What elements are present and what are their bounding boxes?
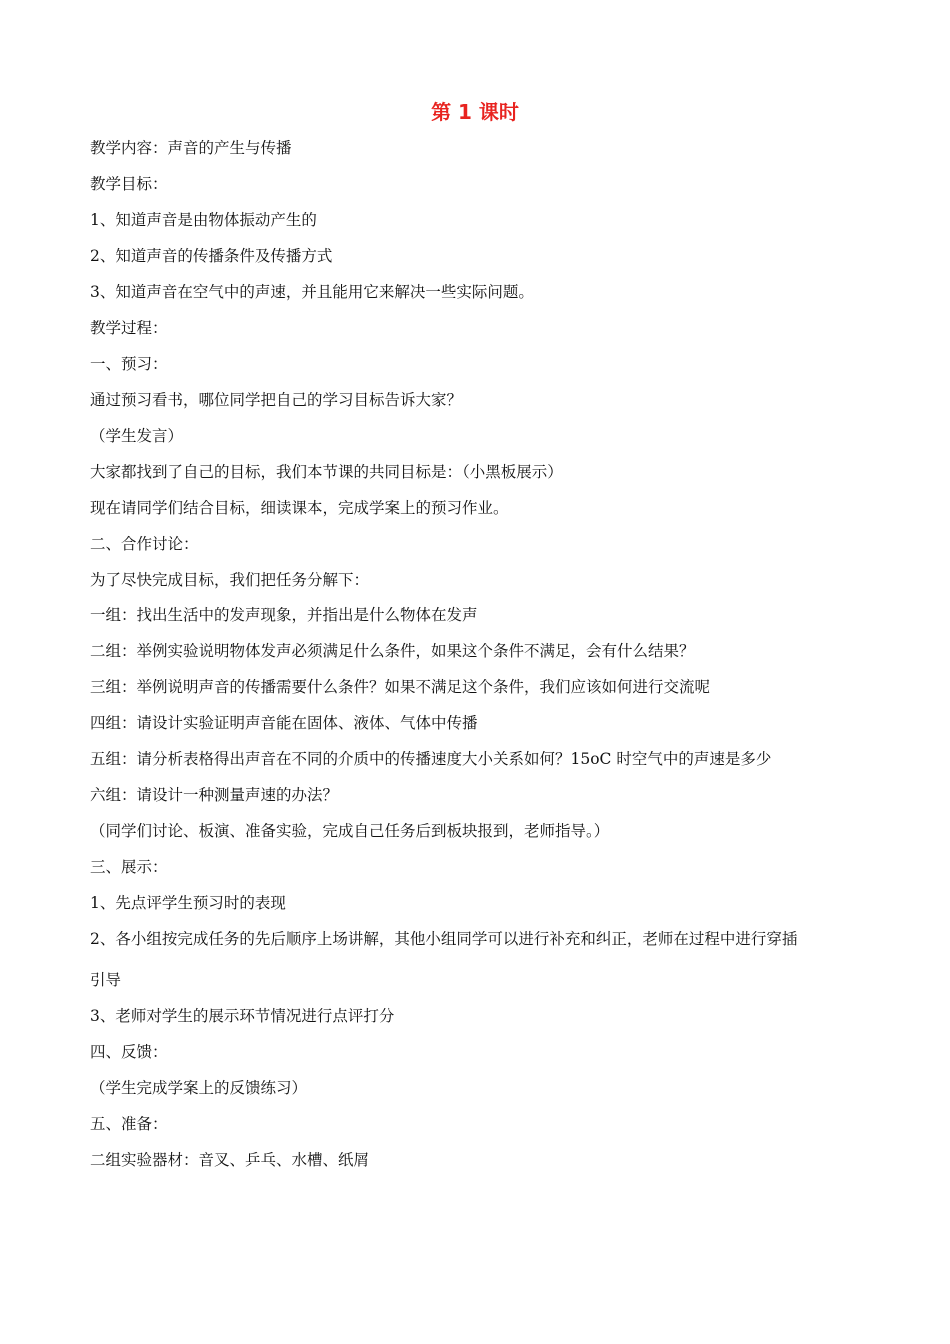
text-line: 三组：举例说明声音的传播需要什么条件？如果不满足这个条件，我们应该如何进行交流呢 <box>90 678 711 696</box>
text-line: 现在请同学们结合目标，细读课本，完成学案上的预习作业。 <box>90 499 509 517</box>
text-line: （学生发言） <box>90 427 184 445</box>
text-line: 六组：请设计一种测量声速的办法？ <box>90 786 339 804</box>
text-line: 五组：请分析表格得出声音在不同的介质中的传播速度大小关系如何？15oC 时空气中的声速是多少 <box>90 750 772 768</box>
text-line: 引导 <box>90 971 122 989</box>
text-line: 教学内容：声音的产生与传播 <box>90 139 292 157</box>
text-line: （同学们讨论、板演、准备实验，完成自己任务后到板块报到，老师指导。） <box>90 822 610 840</box>
text-line: 四组：请设计实验证明声音能在固体、液体、气体中传播 <box>90 714 478 732</box>
text-line: 教学过程： <box>90 319 168 337</box>
text-line: 二、合作讨论： <box>90 535 199 553</box>
text-line: 三、展示： <box>90 858 168 876</box>
text-line: 1、先点评学生预习时的表现 <box>90 894 286 912</box>
text-line: 二组：举例实验说明物体发声必须满足什么条件，如果这个条件不满足，会有什么结果？ <box>90 642 695 660</box>
text-line: 为了尽快完成目标，我们把任务分解下： <box>90 571 370 589</box>
page-title: 第 1 课时 <box>431 100 519 124</box>
text-line: 3、老师对学生的展示环节情况进行点评打分 <box>90 1007 395 1025</box>
text-line: 一组：找出生活中的发声现象，并指出是什么物体在发声 <box>90 606 478 624</box>
text-line: 二组实验器材：音叉、乒乓、水槽、纸屑 <box>90 1151 370 1169</box>
text-line: 1、知道声音是由物体振动产生的 <box>90 211 317 229</box>
text-line: 教学目标： <box>90 175 168 193</box>
text-line: 一、预习： <box>90 355 168 373</box>
text-line: 四、反馈： <box>90 1043 168 1061</box>
text-line: 2、各小组按完成任务的先后顺序上场讲解，其他小组同学可以进行补充和纠正，老师在过程中进行穿插 <box>90 930 798 948</box>
text-line: 3、知道声音在空气中的声速，并且能用它来解决一些实际问题。 <box>90 283 534 301</box>
text-line: （学生完成学案上的反馈练习） <box>90 1079 308 1097</box>
text-line: 五、准备： <box>90 1115 168 1133</box>
text-line: 2、知道声音的传播条件及传播方式 <box>90 247 333 265</box>
text-line: 大家都找到了自己的目标，我们本节课的共同目标是：（小黑板展示） <box>90 463 563 481</box>
text-line: 通过预习看书，哪位同学把自己的学习目标告诉大家？ <box>90 391 463 409</box>
